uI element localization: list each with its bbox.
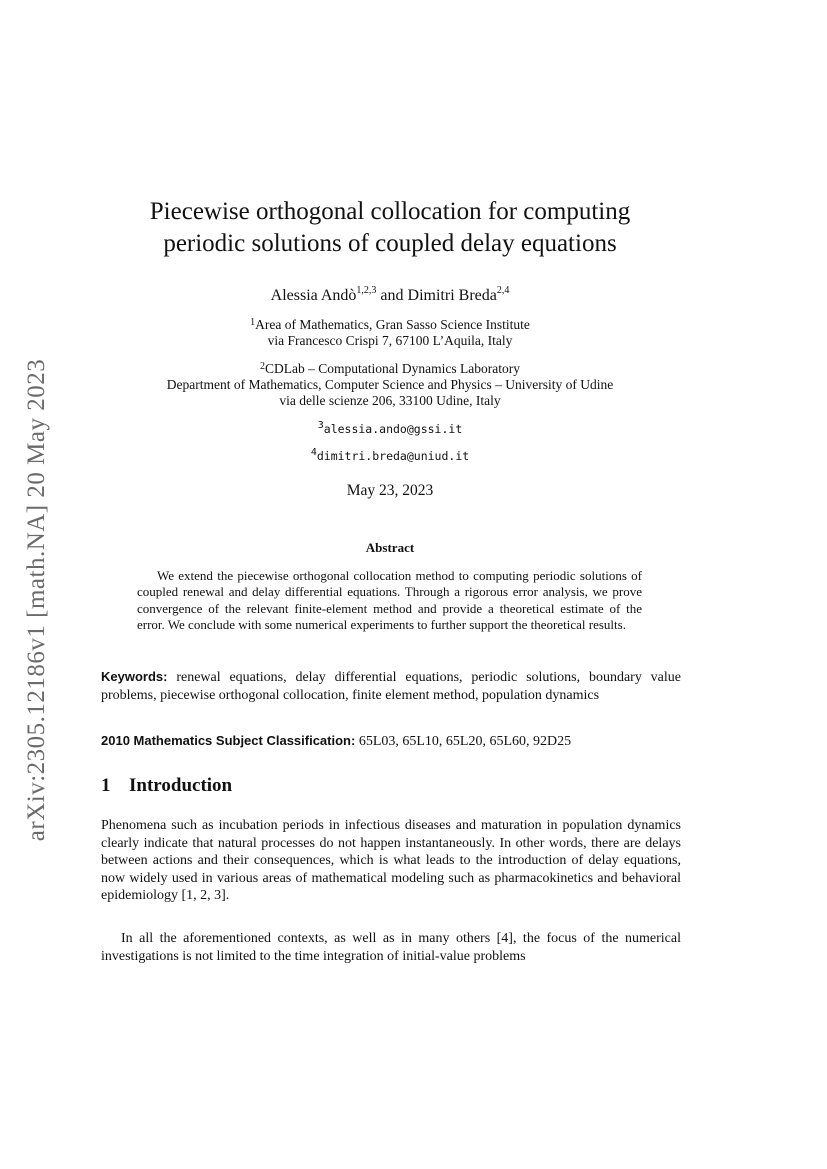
msc-text: 65L03, 65L10, 65L20, 65L60, 92D25: [358, 734, 572, 749]
email-superscript: 4: [310, 447, 317, 458]
body-paragraph-2: In all the aforementioned contexts, as well as in many others [4], the focus of the numerical investigations is not limited to the time integration of initial-value problems: [101, 931, 681, 964]
author-name: Alessia Andò: [270, 287, 357, 304]
section-number: 1: [101, 775, 111, 796]
arxiv-identifier-text: arXiv:2305.12186v1 [math.NA] 20 May 2023: [23, 358, 51, 842]
author-superscript: 1,2,3: [356, 285, 377, 296]
title-line-1: Piecewise orthogonal collocation for computing: [149, 198, 631, 225]
body-paragraph-1: Phenomena such as incubation periods in infectious diseases and maturation in population dynamics clearly indicate that natural processes do not happen instantaneously. In other words, there are delays between actions and their consequences, which is what leads to the introduction of delay equations, now widely used in various areas of mathematical modeling such as pharmacokinetics and behavioral epidemiology [1, 2, 3].: [101, 818, 681, 903]
email-1: [100, 422, 680, 436]
msc-label: 2010 Mathematics Subject Classification:: [101, 733, 356, 748]
author-name: Dimitri Breda: [407, 287, 497, 304]
affiliation-line: Department of Mathematics, Computer Science and Physics – University of Udine: [166, 377, 614, 392]
affiliation-line: via delle scienze 206, 33100 Udine, Italy: [279, 393, 501, 408]
section-title: Introduction: [129, 775, 233, 796]
title-line-2: periodic solutions of coupled delay equations: [163, 230, 617, 257]
affiliation-superscript: 2: [260, 361, 266, 372]
keywords-label: Keywords:: [101, 669, 168, 684]
abstract-heading: Abstract: [365, 540, 415, 555]
email-2: [100, 449, 680, 463]
paper-title: [100, 196, 680, 260]
affiliation-line: via Francesco Crispi 7, 67100 L’Aquila, Italy: [267, 333, 513, 348]
msc-classification: [101, 732, 681, 751]
email-superscript: 3: [317, 420, 324, 431]
arxiv-side-identifier: [12, 335, 62, 865]
section-heading-introduction: [101, 775, 232, 797]
author-superscript: 2,4: [496, 285, 510, 296]
author-list: [100, 287, 680, 305]
abstract-text: We extend the piecewise orthogonal collocation method to computing periodic solutions of coupled renewal and delay differential equations. Through a rigorous error analysis, we prove convergence of the relevant finite-element method and provide a theoretical estimate of the error. We conclude with some numerical experiments to further support the theoretical results.: [137, 568, 642, 632]
author-conjunction: and: [380, 287, 404, 304]
affiliation-line: CDLab – Computational Dynamics Laboratory: [265, 361, 520, 376]
keywords-text: renewal equations, delay differential equations, periodic solutions, boundary value problems, piecewise orthogonal collocation, finite element method, population dynamics: [101, 670, 682, 703]
affiliation-1: [100, 317, 680, 349]
email-address: alessia.ando@gssi.it: [323, 422, 463, 436]
affiliation-superscript: 1: [250, 317, 256, 328]
affiliation-2: [100, 361, 680, 409]
keywords: [101, 668, 681, 704]
email-address: dimitri.breda@uniud.it: [316, 449, 470, 463]
paper-date: May 23, 2023: [346, 482, 434, 499]
affiliation-line: Area of Mathematics, Gran Sasso Science Institute: [255, 317, 530, 332]
